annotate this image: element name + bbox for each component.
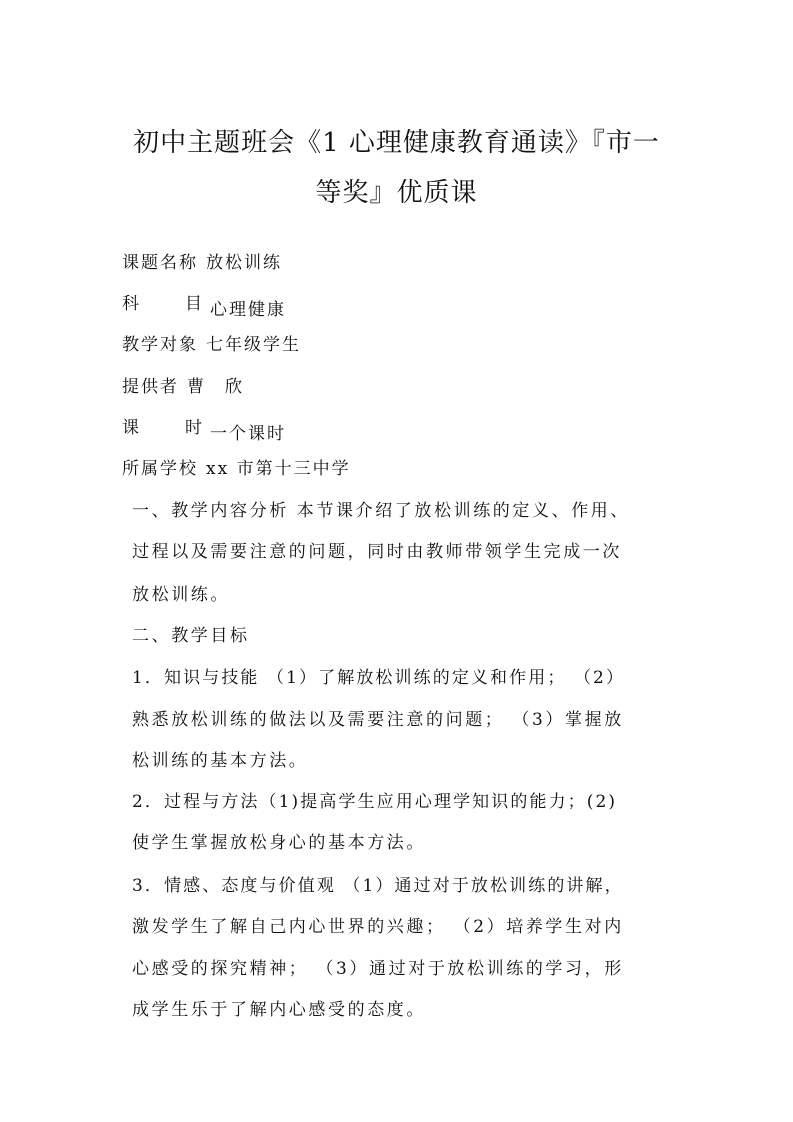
meta-subject-key [122,293,202,315]
body-line: 熟悉放松训练的做法以及需要注意的问题； （3）掌握放 [132,710,624,730]
body-line: 激发学生了解自己内心世界的兴趣； （2）培养学生对内 [132,917,624,937]
body-line: 2．过程与方法（1)提高学生应用心理学知识的能力；(2) [132,792,618,812]
meta-duration [122,417,286,445]
meta-provider-value: 曹 欣 [187,377,244,397]
body-line: 使学生掌握放松身心的基本方法。 [132,833,426,853]
body-line: 过程以及需要注意的问题，同时由教师带领学生完成一次 [132,542,622,562]
meta-school-key: 所属学校 [122,459,198,479]
meta-duration-value: 一个课时 [210,424,286,444]
body-line: 心感受的探究精神； （3）通过对于放松训练的学习，形 [132,959,624,979]
meta-duration-key-char-1: 课 [122,418,139,438]
meta-subject-value: 心理健康 [210,300,286,320]
meta-school-value: xx 市第十三中学 [206,459,351,479]
meta-topic-key: 课题名称 [122,253,198,273]
body-line: 一、教学内容分析 本节课介绍了放松训练的定义、作用、 [132,501,631,521]
meta-duration-key-char-2: 时 [185,418,202,438]
meta-school [122,458,351,480]
meta-subject-key-char-2: 目 [185,294,202,314]
section-heading: 二、教学目标 [132,626,250,646]
meta-topic-value: 放松训练 [206,253,282,273]
document-title-line-2: 等奖』优质课 [315,178,478,208]
body-line: 1．知识与技能 （1）了解放松训练的定义和作用； （2） [132,668,626,688]
meta-provider-key: 提供者 [122,377,179,397]
meta-provider [122,376,244,398]
document-title-line-1: 初中主题班会《1 心理健康教育通读》『市一 [133,128,660,158]
meta-subject-key-char-1: 科 [122,294,139,314]
meta-duration-key [122,417,202,439]
meta-audience-value: 七年级学生 [206,335,301,355]
meta-audience-key: 教学对象 [122,335,198,355]
body-line: 成学生乐于了解内心感受的态度。 [132,1000,426,1020]
body-line: 3．情感、态度与价值观 （1）通过对于放松训练的讲解， [132,876,624,896]
meta-topic [122,252,282,274]
meta-subject [122,293,286,321]
body-line: 松训练的基本方法。 [132,751,309,771]
meta-audience [122,334,301,356]
body-line: 放松训练。 [132,585,230,605]
